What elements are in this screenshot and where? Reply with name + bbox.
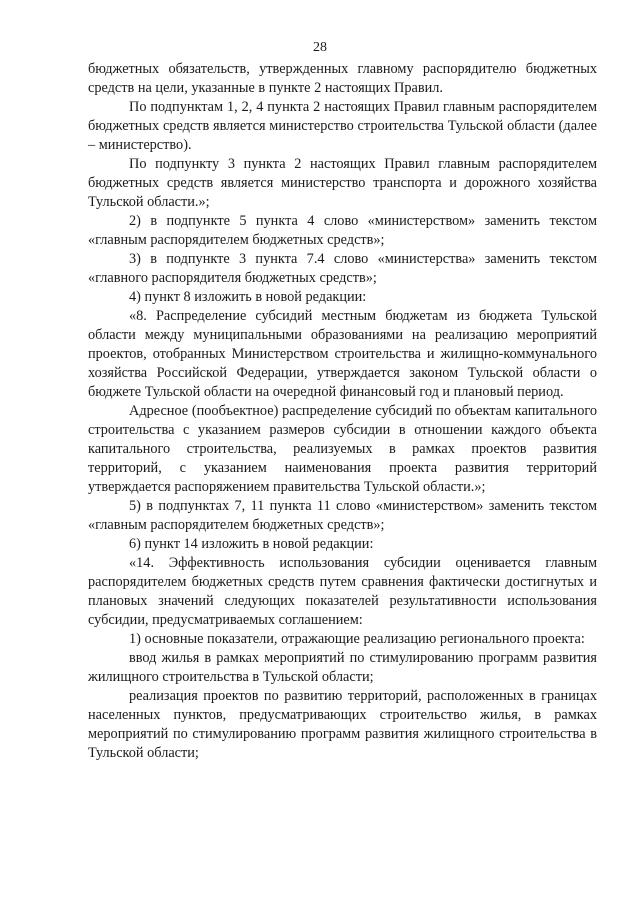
paragraph: «14. Эффективность использования субсидии оценивается главным распорядителем бюджетных средств путем сравнения фактически достигнутых и плановых значений следующих показателей результативности использования субсидии, предусматриваемых соглашением: [88, 555, 597, 628]
paragraph: 6) пункт 14 изложить в новой редакции: [129, 536, 374, 552]
document-body [88, 60, 597, 763]
paragraph: ввод жилья в рамках мероприятий по стимулированию программ развития жилищного строительства в Тульской области; [88, 650, 597, 685]
paragraph: 1) основные показатели, отражающие реализацию регионального проекта: [129, 631, 585, 647]
paragraph: реализация проектов по развитию территорий, расположенных в границах населенных пунктов, предусматривающих строительство жилья, в рамках мероприятий по стимулированию программ развития жилищного строительства в Тульской области; [88, 688, 597, 761]
page-number: 28 [313, 40, 327, 55]
paragraph: Адресное (пообъектное) распределение субсидий по объектам капитального строительства с указанием размеров субсидии в отношении каждого объекта капитального строительства, реализуемых в рамках проектов развития территорий, с указанием наименования проекта развития территорий утверждается распоряжением правительства Тульской области.»; [88, 403, 597, 495]
paragraph: По подпунктам 1, 2, 4 пункта 2 настоящих Правил главным распорядителем бюджетных средств является министерство строительства Тульской области (далее – министерство). [88, 99, 597, 153]
paragraph: бюджетных обязательств, утвержденных главному распорядителю бюджетных средств на цели, указанные в пункте 2 настоящих Правил. [88, 61, 597, 96]
paragraph: По подпункту 3 пункта 2 настоящих Правил главным распорядителем бюджетных средств является министерство транспорта и дорожного хозяйства Тульской области.»; [88, 156, 597, 210]
paragraph: 5) в подпунктах 7, 11 пункта 11 слово «министерством» заменить текстом «главным распорядителем бюджетных средств»; [88, 498, 597, 533]
paragraph: 2) в подпункте 5 пункта 4 слово «министерством» заменить текстом «главным распорядителем бюджетных средств»; [88, 213, 597, 248]
paragraph: 4) пункт 8 изложить в новой редакции: [129, 289, 367, 305]
paragraph: «8. Распределение субсидий местным бюджетам из бюджета Тульской области между муниципальными образованиями на реализацию мероприятий проектов, отобранных Министерством строительства и жилищно-коммунального хозяйства Российской Федерации, утверждается законом Тульской области о бюджете Тульской области на очередной финансовый год и плановый период. [88, 308, 597, 400]
paragraph: 3) в подпункте 3 пункта 7.4 слово «министерства» заменить текстом «главного распорядителя бюджетных средств»; [88, 251, 597, 286]
